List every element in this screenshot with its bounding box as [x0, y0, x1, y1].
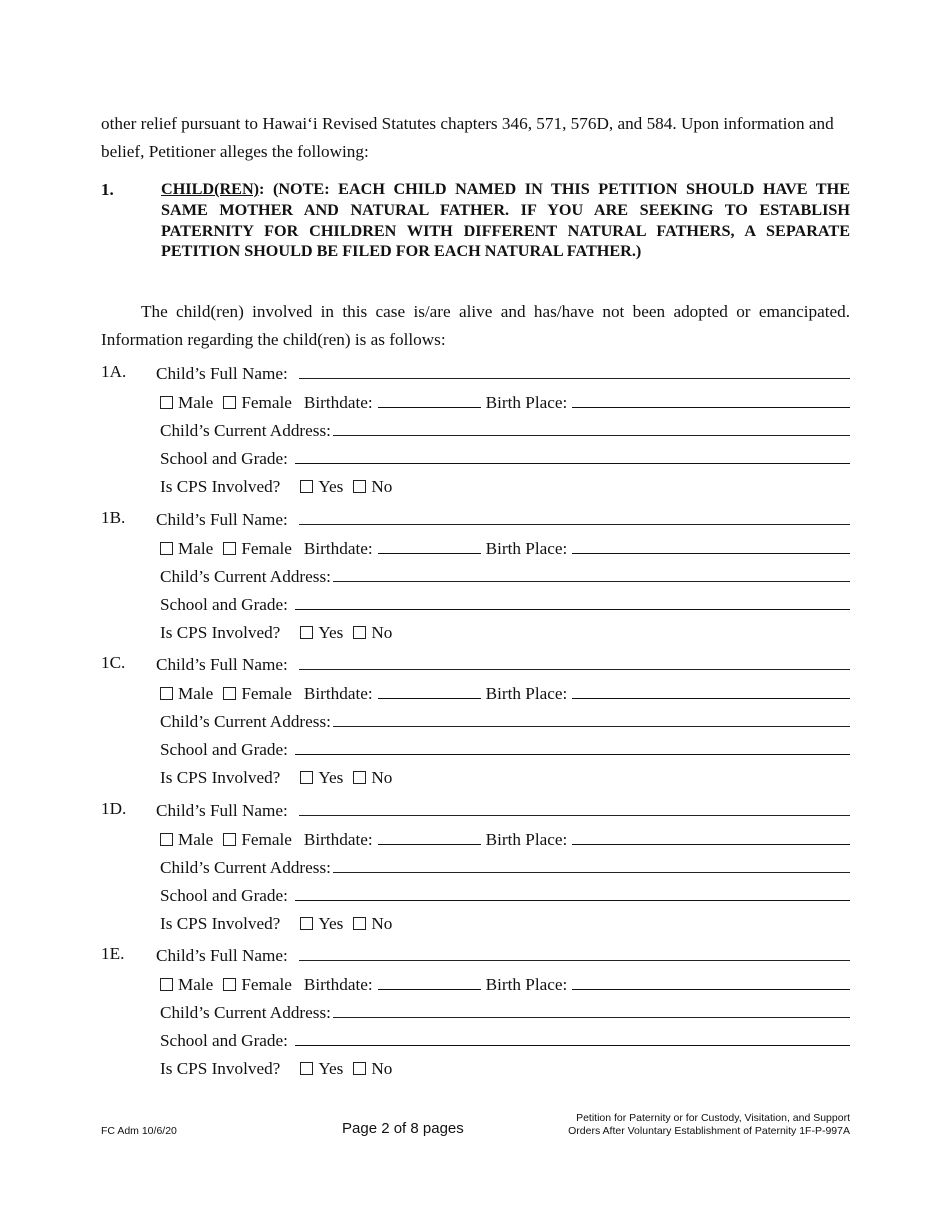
- cps-no-checkbox[interactable]: [353, 480, 366, 493]
- birth-place-field[interactable]: [572, 697, 850, 699]
- sex-birth-row: [160, 828, 850, 850]
- school-field[interactable]: [295, 608, 850, 610]
- birthdate-field[interactable]: [378, 697, 481, 699]
- female-checkbox[interactable]: [223, 978, 236, 991]
- male-checkbox[interactable]: [160, 687, 173, 700]
- school-row: [160, 447, 850, 469]
- cps-row: [160, 621, 850, 643]
- address-row: [160, 419, 850, 441]
- address-field[interactable]: [333, 580, 850, 582]
- school-row: [160, 738, 850, 760]
- school-row: [160, 1029, 850, 1051]
- birth-place-field[interactable]: [572, 988, 850, 990]
- school-row: [160, 884, 850, 906]
- cps-no-checkbox[interactable]: [353, 1062, 366, 1075]
- full-name-field[interactable]: [299, 668, 850, 670]
- male-checkbox[interactable]: [160, 542, 173, 555]
- male-checkbox[interactable]: [160, 833, 173, 846]
- cps-no-checkbox[interactable]: [353, 771, 366, 784]
- school-label: School and Grade:: [160, 740, 288, 759]
- school-field[interactable]: [295, 1044, 850, 1046]
- address-label: Child’s Current Address:: [160, 857, 331, 877]
- male-label: Male: [178, 393, 214, 412]
- cps-yes-label: Yes: [318, 1059, 344, 1078]
- cps-label: Is CPS Involved?: [160, 913, 281, 933]
- male-label: Male: [178, 975, 214, 994]
- cps-yes-checkbox[interactable]: [300, 626, 313, 639]
- birth-place-label: Birth Place:: [485, 393, 568, 412]
- female-label: Female: [241, 684, 292, 703]
- full-name-field[interactable]: [299, 377, 850, 379]
- address-label: Child’s Current Address:: [160, 1003, 331, 1022]
- female-checkbox[interactable]: [223, 833, 236, 846]
- cps-yes-checkbox[interactable]: [300, 917, 313, 930]
- sex-birth-row: [160, 973, 850, 995]
- address-label: Child’s Current Address:: [160, 421, 331, 440]
- school-field[interactable]: [295, 753, 850, 755]
- address-field[interactable]: [333, 725, 850, 727]
- school-field[interactable]: [295, 462, 850, 464]
- address-row: [160, 710, 850, 732]
- address-row: [160, 1001, 850, 1023]
- school-label: School and Grade:: [160, 594, 288, 614]
- child-entry: [101, 508, 850, 648]
- full-name-label: Child’s Full Name:: [156, 800, 288, 820]
- birth-place-field[interactable]: [572, 406, 850, 408]
- cps-row: [160, 912, 850, 934]
- birthdate-label: Birthdate:: [303, 684, 373, 703]
- male-label: Male: [178, 829, 214, 849]
- full-name-field[interactable]: [299, 814, 850, 816]
- male-label: Male: [178, 684, 214, 703]
- full-name-field[interactable]: [299, 959, 850, 961]
- section-heading: [161, 179, 850, 262]
- cps-label: Is CPS Involved?: [160, 622, 281, 642]
- child-number: 1B.: [101, 507, 126, 527]
- school-row: [160, 593, 850, 615]
- children-paragraph-text: The child(ren) involved in this case is/are alive and has/have not been adopted or emancipated. Information regarding the child(ren) is as follows:: [101, 302, 850, 349]
- full-name-row: [156, 653, 850, 675]
- page-number: Page 2 of 8 pages: [342, 1120, 464, 1137]
- school-field[interactable]: [295, 899, 850, 901]
- children-paragraph: [101, 298, 850, 354]
- cps-no-label: No: [371, 913, 393, 933]
- cps-label: Is CPS Involved?: [160, 768, 281, 787]
- sex-birth-row: [160, 537, 850, 559]
- full-name-label: Child’s Full Name:: [156, 509, 288, 529]
- cps-yes-checkbox[interactable]: [300, 1062, 313, 1075]
- full-name-row: [156, 799, 850, 821]
- female-label: Female: [241, 538, 292, 558]
- cps-row: [160, 766, 850, 788]
- male-checkbox[interactable]: [160, 978, 173, 991]
- birthdate-field[interactable]: [378, 843, 481, 845]
- cps-no-label: No: [371, 1059, 393, 1078]
- birth-place-label: Birth Place:: [485, 684, 568, 703]
- full-name-label: Child’s Full Name:: [156, 364, 288, 383]
- form-title-line-2: Orders After Voluntary Establishment of Paternity 1F-P-997A: [568, 1125, 850, 1137]
- child-number: 1E.: [101, 944, 125, 963]
- female-checkbox[interactable]: [223, 687, 236, 700]
- female-checkbox[interactable]: [223, 396, 236, 409]
- sex-birth-row: [160, 682, 850, 704]
- address-row: [160, 565, 850, 587]
- birthdate-field[interactable]: [378, 552, 481, 554]
- child-number: 1C.: [101, 653, 126, 672]
- child-entry: [101, 362, 850, 502]
- birthdate-field[interactable]: [378, 406, 481, 408]
- full-name-row: [156, 362, 850, 384]
- cps-yes-label: Yes: [318, 768, 344, 787]
- cps-label: Is CPS Involved?: [160, 477, 281, 496]
- form-title: [568, 1112, 850, 1138]
- cps-yes-checkbox[interactable]: [300, 480, 313, 493]
- birthdate-label: Birthdate:: [303, 975, 373, 994]
- full-name-row: [156, 944, 850, 966]
- form-id: FC Adm 10/6/20: [101, 1125, 177, 1137]
- cps-no-checkbox[interactable]: [353, 917, 366, 930]
- section-note: : (NOTE: EACH CHILD NAMED IN THIS PETITION SHOULD HAVE THE SAME MOTHER AND NATURAL FATHER. IF YOU ARE SEEKING TO ESTABLISH PATERNITY FOR CHILDREN WITH DIFFERENT NATURAL FATHERS, A SEPARATE PETITION SHOULD BE FILED FOR EACH NATURAL FATHER.): [161, 180, 850, 261]
- female-label: Female: [241, 975, 292, 994]
- cps-no-label: No: [371, 622, 393, 642]
- address-row: [160, 856, 850, 878]
- birthdate-label: Birthdate:: [303, 393, 373, 412]
- child-entry: [101, 653, 850, 793]
- birth-place-label: Birth Place:: [485, 975, 568, 994]
- form-title-line-1: Petition for Paternity or for Custody, Visitation, and Support: [576, 1112, 850, 1124]
- full-name-label: Child’s Full Name:: [156, 655, 288, 674]
- birthdate-field[interactable]: [378, 988, 481, 990]
- school-label: School and Grade:: [160, 449, 288, 468]
- section-heading-title: CHILD(REN): [161, 180, 260, 198]
- cps-no-label: No: [371, 477, 393, 496]
- birth-place-label: Birth Place:: [485, 829, 568, 849]
- child-entry: [101, 799, 850, 939]
- male-label: Male: [178, 538, 214, 558]
- full-name-label: Child’s Full Name:: [156, 946, 288, 965]
- female-label: Female: [241, 829, 292, 849]
- cps-yes-checkbox[interactable]: [300, 771, 313, 784]
- cps-label: Is CPS Involved?: [160, 1059, 281, 1078]
- female-checkbox[interactable]: [223, 542, 236, 555]
- sex-birth-row: [160, 391, 850, 413]
- cps-yes-label: Yes: [318, 622, 344, 642]
- cps-yes-label: Yes: [318, 477, 344, 496]
- child-entry: [101, 944, 850, 1084]
- full-name-row: [156, 508, 850, 530]
- female-label: Female: [241, 393, 292, 412]
- school-label: School and Grade:: [160, 885, 288, 905]
- school-label: School and Grade:: [160, 1031, 288, 1050]
- cps-yes-label: Yes: [318, 913, 344, 933]
- address-label: Child’s Current Address:: [160, 712, 331, 731]
- birth-place-field[interactable]: [572, 843, 850, 845]
- child-number: 1D.: [101, 798, 127, 818]
- cps-no-checkbox[interactable]: [353, 626, 366, 639]
- birth-place-field[interactable]: [572, 552, 850, 554]
- address-field[interactable]: [333, 434, 850, 436]
- birthdate-label: Birthdate:: [303, 538, 373, 558]
- male-checkbox[interactable]: [160, 396, 173, 409]
- full-name-field[interactable]: [299, 523, 850, 525]
- birthdate-label: Birthdate:: [303, 829, 373, 849]
- child-number: 1A.: [101, 362, 127, 381]
- cps-row: [160, 475, 850, 497]
- birth-place-label: Birth Place:: [485, 538, 568, 558]
- intro-text: other relief pursuant to Hawai‘i Revised Statutes chapters 346, 571, 576D, and 584. Upon information and belief, Petitioner alleges the following:: [101, 114, 834, 161]
- address-field[interactable]: [333, 871, 850, 873]
- address-field[interactable]: [333, 1016, 850, 1018]
- cps-row: [160, 1057, 850, 1079]
- address-label: Child’s Current Address:: [160, 566, 331, 586]
- section-number: 1.: [101, 180, 114, 199]
- cps-no-label: No: [371, 768, 393, 787]
